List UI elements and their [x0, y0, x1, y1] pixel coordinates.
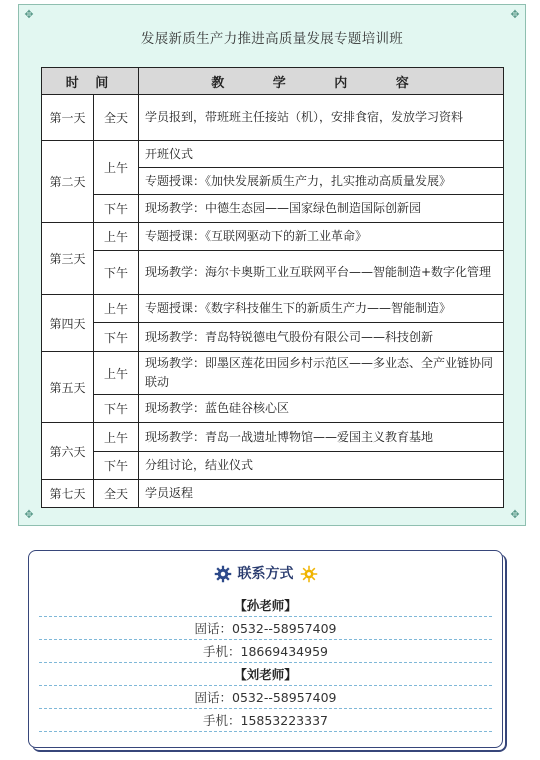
table-row: [42, 423, 504, 452]
contact-name-sun: 【孙老师】: [39, 595, 492, 617]
day-cell: 第五天: [42, 352, 94, 423]
day-cell: 第三天: [42, 223, 94, 295]
table-row: [42, 95, 504, 141]
schedule-panel: [18, 4, 526, 526]
content-cell: 专题授课：《互联网驱动下的新工业革命》: [139, 223, 504, 251]
table-row: [42, 323, 504, 352]
table-row: [42, 141, 504, 168]
content-cell: 学员返程: [139, 480, 504, 508]
gear-icon: [214, 565, 232, 583]
part-cell: 下午: [94, 395, 139, 423]
corner-ornament-icon: ✥: [510, 8, 520, 21]
table-row: [42, 195, 504, 223]
table-row: [42, 223, 504, 251]
part-cell: 上午: [94, 423, 139, 452]
part-cell: 上午: [94, 141, 139, 195]
table-row: [42, 395, 504, 423]
contact-phone-landline: 固话：0532--58957409: [39, 618, 492, 640]
day-cell: 第六天: [42, 423, 94, 480]
content-cell: 现场教学：即墨区莲花田园乡村示范区——多业态、全产业链协同联动: [139, 352, 504, 395]
part-cell: 上午: [94, 295, 139, 323]
content-cell: 现场教学：青岛特锐德电气股份有限公司——科技创新: [139, 323, 504, 352]
table-row: [42, 480, 504, 508]
contact-heading: [29, 563, 502, 583]
header-content: 教 学 内 容: [139, 68, 504, 95]
day-cell: 第七天: [42, 480, 94, 508]
page-title: 发展新质生产力推进高质量发展专题培训班: [140, 31, 404, 47]
contact-phone-mobile: 手机：18669434959: [39, 641, 492, 663]
content-cell: 学员报到，带班班主任接站（机），安排食宿，发放学习资料: [139, 95, 504, 141]
part-cell: 下午: [94, 195, 139, 223]
sun-icon: [300, 565, 318, 583]
part-cell: 全天: [94, 95, 139, 141]
part-cell: 下午: [94, 251, 139, 295]
part-cell: 下午: [94, 323, 139, 352]
part-cell: 上午: [94, 223, 139, 251]
content-cell: 现场教学：海尔卡奥斯工业互联网平台——智能制造+数字化管理: [139, 251, 504, 295]
header-time: 时 间: [42, 68, 139, 95]
contact-title: 联系方式: [237, 566, 294, 582]
content-cell: 开班仪式: [139, 141, 504, 168]
corner-ornament-icon: ✥: [510, 508, 520, 521]
contact-phone-mobile: 手机：15853223337: [39, 710, 492, 732]
day-cell: 第四天: [42, 295, 94, 352]
table-row: [42, 251, 504, 295]
part-cell: 上午: [94, 352, 139, 395]
contact-name-liu: 【刘老师】: [39, 664, 492, 686]
part-cell: 下午: [94, 452, 139, 480]
content-cell: 现场教学：青岛一战遗址博物馆——爱国主义教育基地: [139, 423, 504, 452]
content-cell: 专题授课：《数字科技催生下的新质生产力——智能制造》: [139, 295, 504, 323]
content-cell: 现场教学：蓝色硅谷核心区: [139, 395, 504, 423]
corner-ornament-icon: ✥: [24, 508, 34, 521]
table-row: [42, 295, 504, 323]
content-cell: 分组讨论，结业仪式: [139, 452, 504, 480]
part-cell: 全天: [94, 480, 139, 508]
table-row: [42, 452, 504, 480]
content-cell: 专题授课：《加快发展新质生产力，扎实推动高质量发展》: [139, 168, 504, 195]
content-cell: 现场教学：中德生态园——国家绿色制造国际创新园: [139, 195, 504, 223]
table-header-row: [42, 68, 504, 95]
table-row: [42, 352, 504, 395]
contact-phone-landline: 固话：0532--58957409: [39, 687, 492, 709]
contact-card: [28, 550, 503, 748]
day-cell: 第一天: [42, 95, 94, 141]
schedule-table: [41, 67, 504, 508]
corner-ornament-icon: ✥: [24, 8, 34, 21]
day-cell: 第二天: [42, 141, 94, 223]
